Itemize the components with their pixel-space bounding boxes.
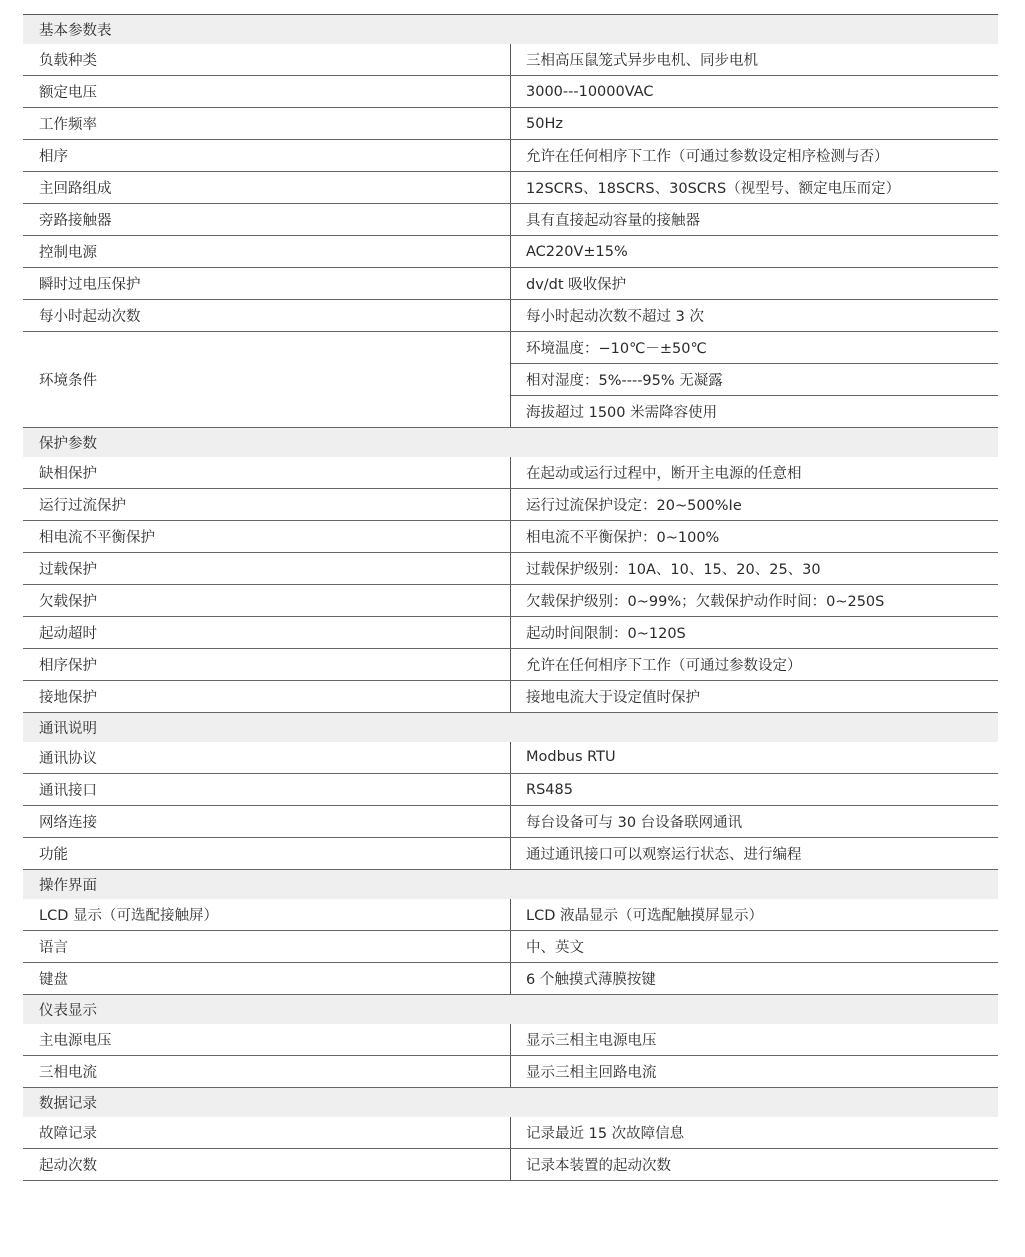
row-label: 相电流不平衡保护	[23, 521, 511, 553]
table-row	[23, 774, 998, 806]
row-label: 主电源电压	[23, 1024, 511, 1056]
table-row	[23, 553, 998, 585]
section-header	[23, 995, 998, 1024]
row-label: 负载种类	[23, 44, 511, 76]
table-row	[23, 1117, 998, 1149]
row-value: 接地电流大于设定值时保护	[511, 681, 999, 713]
table-row	[23, 838, 998, 870]
table-row	[23, 44, 998, 76]
row-label: 环境条件	[23, 332, 511, 428]
table-row	[23, 585, 998, 617]
row-value: 相对湿度：5%----95% 无凝露	[511, 364, 999, 396]
row-value: 每小时起动次数不超过 3 次	[511, 300, 999, 332]
row-label: 相序	[23, 140, 511, 172]
table-row	[23, 617, 998, 649]
row-label: 语言	[23, 931, 511, 963]
table-row	[23, 236, 998, 268]
row-value: AC220V±15%	[511, 236, 999, 268]
row-label: 每小时起动次数	[23, 300, 511, 332]
row-value: 12SCRS、18SCRS、30SCRS（视型号、额定电压而定）	[511, 172, 999, 204]
row-value: 环境温度：−10℃－±50℃	[511, 332, 999, 364]
table-row	[23, 489, 998, 521]
row-value: 过载保护级别：10A、10、15、20、25、30	[511, 553, 999, 585]
row-label: 键盘	[23, 963, 511, 995]
row-value: 通过通讯接口可以观察运行状态、进行编程	[511, 838, 999, 870]
row-value: LCD 液晶显示（可选配触摸屏显示）	[511, 899, 999, 931]
row-label: 功能	[23, 838, 511, 870]
row-label: 旁路接触器	[23, 204, 511, 236]
row-label: 三相电流	[23, 1056, 511, 1088]
row-value: 显示三相主电源电压	[511, 1024, 999, 1056]
row-label: 通讯协议	[23, 742, 511, 774]
table-row	[23, 300, 998, 332]
section-title: 仪表显示	[23, 995, 998, 1024]
table-row	[23, 1056, 998, 1088]
row-value: RS485	[511, 774, 999, 806]
section-title: 通讯说明	[23, 713, 998, 742]
row-value: 显示三相主回路电流	[511, 1056, 999, 1088]
table-row	[23, 1149, 998, 1181]
table-row	[23, 742, 998, 774]
row-label: 起动超时	[23, 617, 511, 649]
table-row	[23, 806, 998, 838]
section-title: 数据记录	[23, 1088, 998, 1117]
row-label: 主回路组成	[23, 172, 511, 204]
row-label: 过载保护	[23, 553, 511, 585]
table-row	[23, 1024, 998, 1056]
row-label: 额定电压	[23, 76, 511, 108]
section-header	[23, 870, 998, 899]
row-label: 相序保护	[23, 649, 511, 681]
table-row	[23, 332, 998, 364]
table-row	[23, 457, 998, 489]
row-value: 每台设备可与 30 台设备联网通讯	[511, 806, 999, 838]
row-label: 控制电源	[23, 236, 511, 268]
row-label: 瞬时过电压保护	[23, 268, 511, 300]
row-label: 缺相保护	[23, 457, 511, 489]
section-header	[23, 15, 998, 44]
table-row	[23, 521, 998, 553]
section-header	[23, 1088, 998, 1117]
row-value: 在起动或运行过程中，断开主电源的任意相	[511, 457, 999, 489]
row-value: 运行过流保护设定：20~500%Ie	[511, 489, 999, 521]
table-row	[23, 204, 998, 236]
row-value: 记录最近 15 次故障信息	[511, 1117, 999, 1149]
table-row	[23, 108, 998, 140]
table-row	[23, 681, 998, 713]
row-value: 中、英文	[511, 931, 999, 963]
spec-table	[23, 14, 998, 1181]
row-value: 三相高压鼠笼式异步电机、同步电机	[511, 44, 999, 76]
section-header	[23, 713, 998, 742]
row-label: 工作频率	[23, 108, 511, 140]
table-row	[23, 931, 998, 963]
row-value: 海拔超过 1500 米需降容使用	[511, 396, 999, 428]
row-value: 6 个触摸式薄膜按键	[511, 963, 999, 995]
table-row	[23, 76, 998, 108]
row-value: 50Hz	[511, 108, 999, 140]
table-row	[23, 172, 998, 204]
table-row	[23, 649, 998, 681]
row-label: 接地保护	[23, 681, 511, 713]
spec-table-body	[23, 15, 998, 1181]
row-label: 故障记录	[23, 1117, 511, 1149]
section-title: 保护参数	[23, 428, 998, 457]
row-label: 欠载保护	[23, 585, 511, 617]
table-row	[23, 268, 998, 300]
section-header	[23, 428, 998, 457]
row-value: 允许在任何相序下工作（可通过参数设定）	[511, 649, 999, 681]
row-value: 相电流不平衡保护：0~100%	[511, 521, 999, 553]
section-title: 操作界面	[23, 870, 998, 899]
row-value: 起动时间限制：0~120S	[511, 617, 999, 649]
row-value: dv/dt 吸收保护	[511, 268, 999, 300]
table-row	[23, 963, 998, 995]
row-label: 运行过流保护	[23, 489, 511, 521]
row-value: 具有直接起动容量的接触器	[511, 204, 999, 236]
row-value: 3000---10000VAC	[511, 76, 999, 108]
row-label: 通讯接口	[23, 774, 511, 806]
row-value: 允许在任何相序下工作（可通过参数设定相序检测与否）	[511, 140, 999, 172]
table-row	[23, 140, 998, 172]
table-row	[23, 899, 998, 931]
row-value: Modbus RTU	[511, 742, 999, 774]
row-value: 欠载保护级别：0~99%；欠载保护动作时间：0~250S	[511, 585, 999, 617]
row-value: 记录本装置的起动次数	[511, 1149, 999, 1181]
row-label: LCD 显示（可选配接触屏）	[23, 899, 511, 931]
section-title: 基本参数表	[23, 15, 998, 44]
row-label: 网络连接	[23, 806, 511, 838]
row-label: 起动次数	[23, 1149, 511, 1181]
